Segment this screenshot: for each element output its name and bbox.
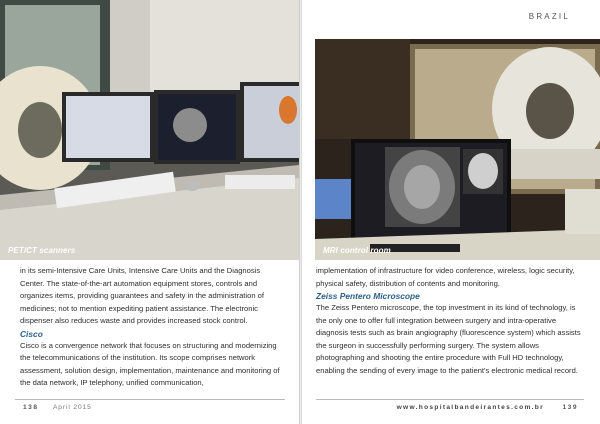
- photo-caption: PET/CT scanners: [8, 246, 76, 255]
- footer-divider: [15, 399, 285, 400]
- mri-room-illustration: [315, 39, 600, 260]
- pet-ct-room-illustration: [0, 0, 299, 260]
- footer-divider: [316, 399, 584, 400]
- right-page: [302, 0, 600, 424]
- website-url: www.hospitalbandeirantes.com.br: [396, 404, 544, 411]
- subheading-cisco: Cisco: [20, 328, 43, 339]
- issue-date: April 2015: [53, 404, 92, 411]
- mri-control-room-photo: [315, 39, 600, 260]
- left-page: [0, 0, 299, 424]
- photo-caption: MRI control room: [323, 246, 391, 255]
- right-body-text: [316, 265, 584, 377]
- section-header: BRAZIL: [528, 12, 570, 21]
- page-number: 139: [562, 404, 578, 411]
- subheading-zeiss-pentero: Zeiss Pentero Microscope: [316, 291, 420, 301]
- paragraph: implementation of infrastructure for video conference, wireless, logic security, physical safety, distribution of contents and monitoring.: [316, 266, 575, 288]
- left-body-text: [20, 265, 282, 390]
- paragraph: The Zeiss Pentero microscope, the top investment in its kind of technology, is the only one to offer full integration between surgery and intra-operative diagnosis tests such as brain angiography (fluorescence system) which assists the surgeon in successfully performing surgery. The system allows photographing and shooting the entire procedure with Full HD technology, enabling the sending of every image to the patient's electronic medical record.: [316, 303, 581, 375]
- page-number: 138: [23, 404, 39, 411]
- paragraph: Cisco is a convergence network that focuses on structuring and modernizing the telecommunications of the institution. Its scope comprises network assessment, solution design, implementation, maintenance and monitoring of the data network, IP telephony, unified communication,: [20, 340, 280, 387]
- pet-ct-scanners-photo: [0, 0, 299, 260]
- paragraph: in its semi-Intensive Care Units, Intensive Care Units and the Diagnosis Center. The state-of-the-art automation equipment stores, controls and organizes items, providing guarantees and safety in the administration of medicines; not to mention expediting patient assistance. The electronic dispenser also reduces waste and provides increased stock control.: [20, 266, 264, 325]
